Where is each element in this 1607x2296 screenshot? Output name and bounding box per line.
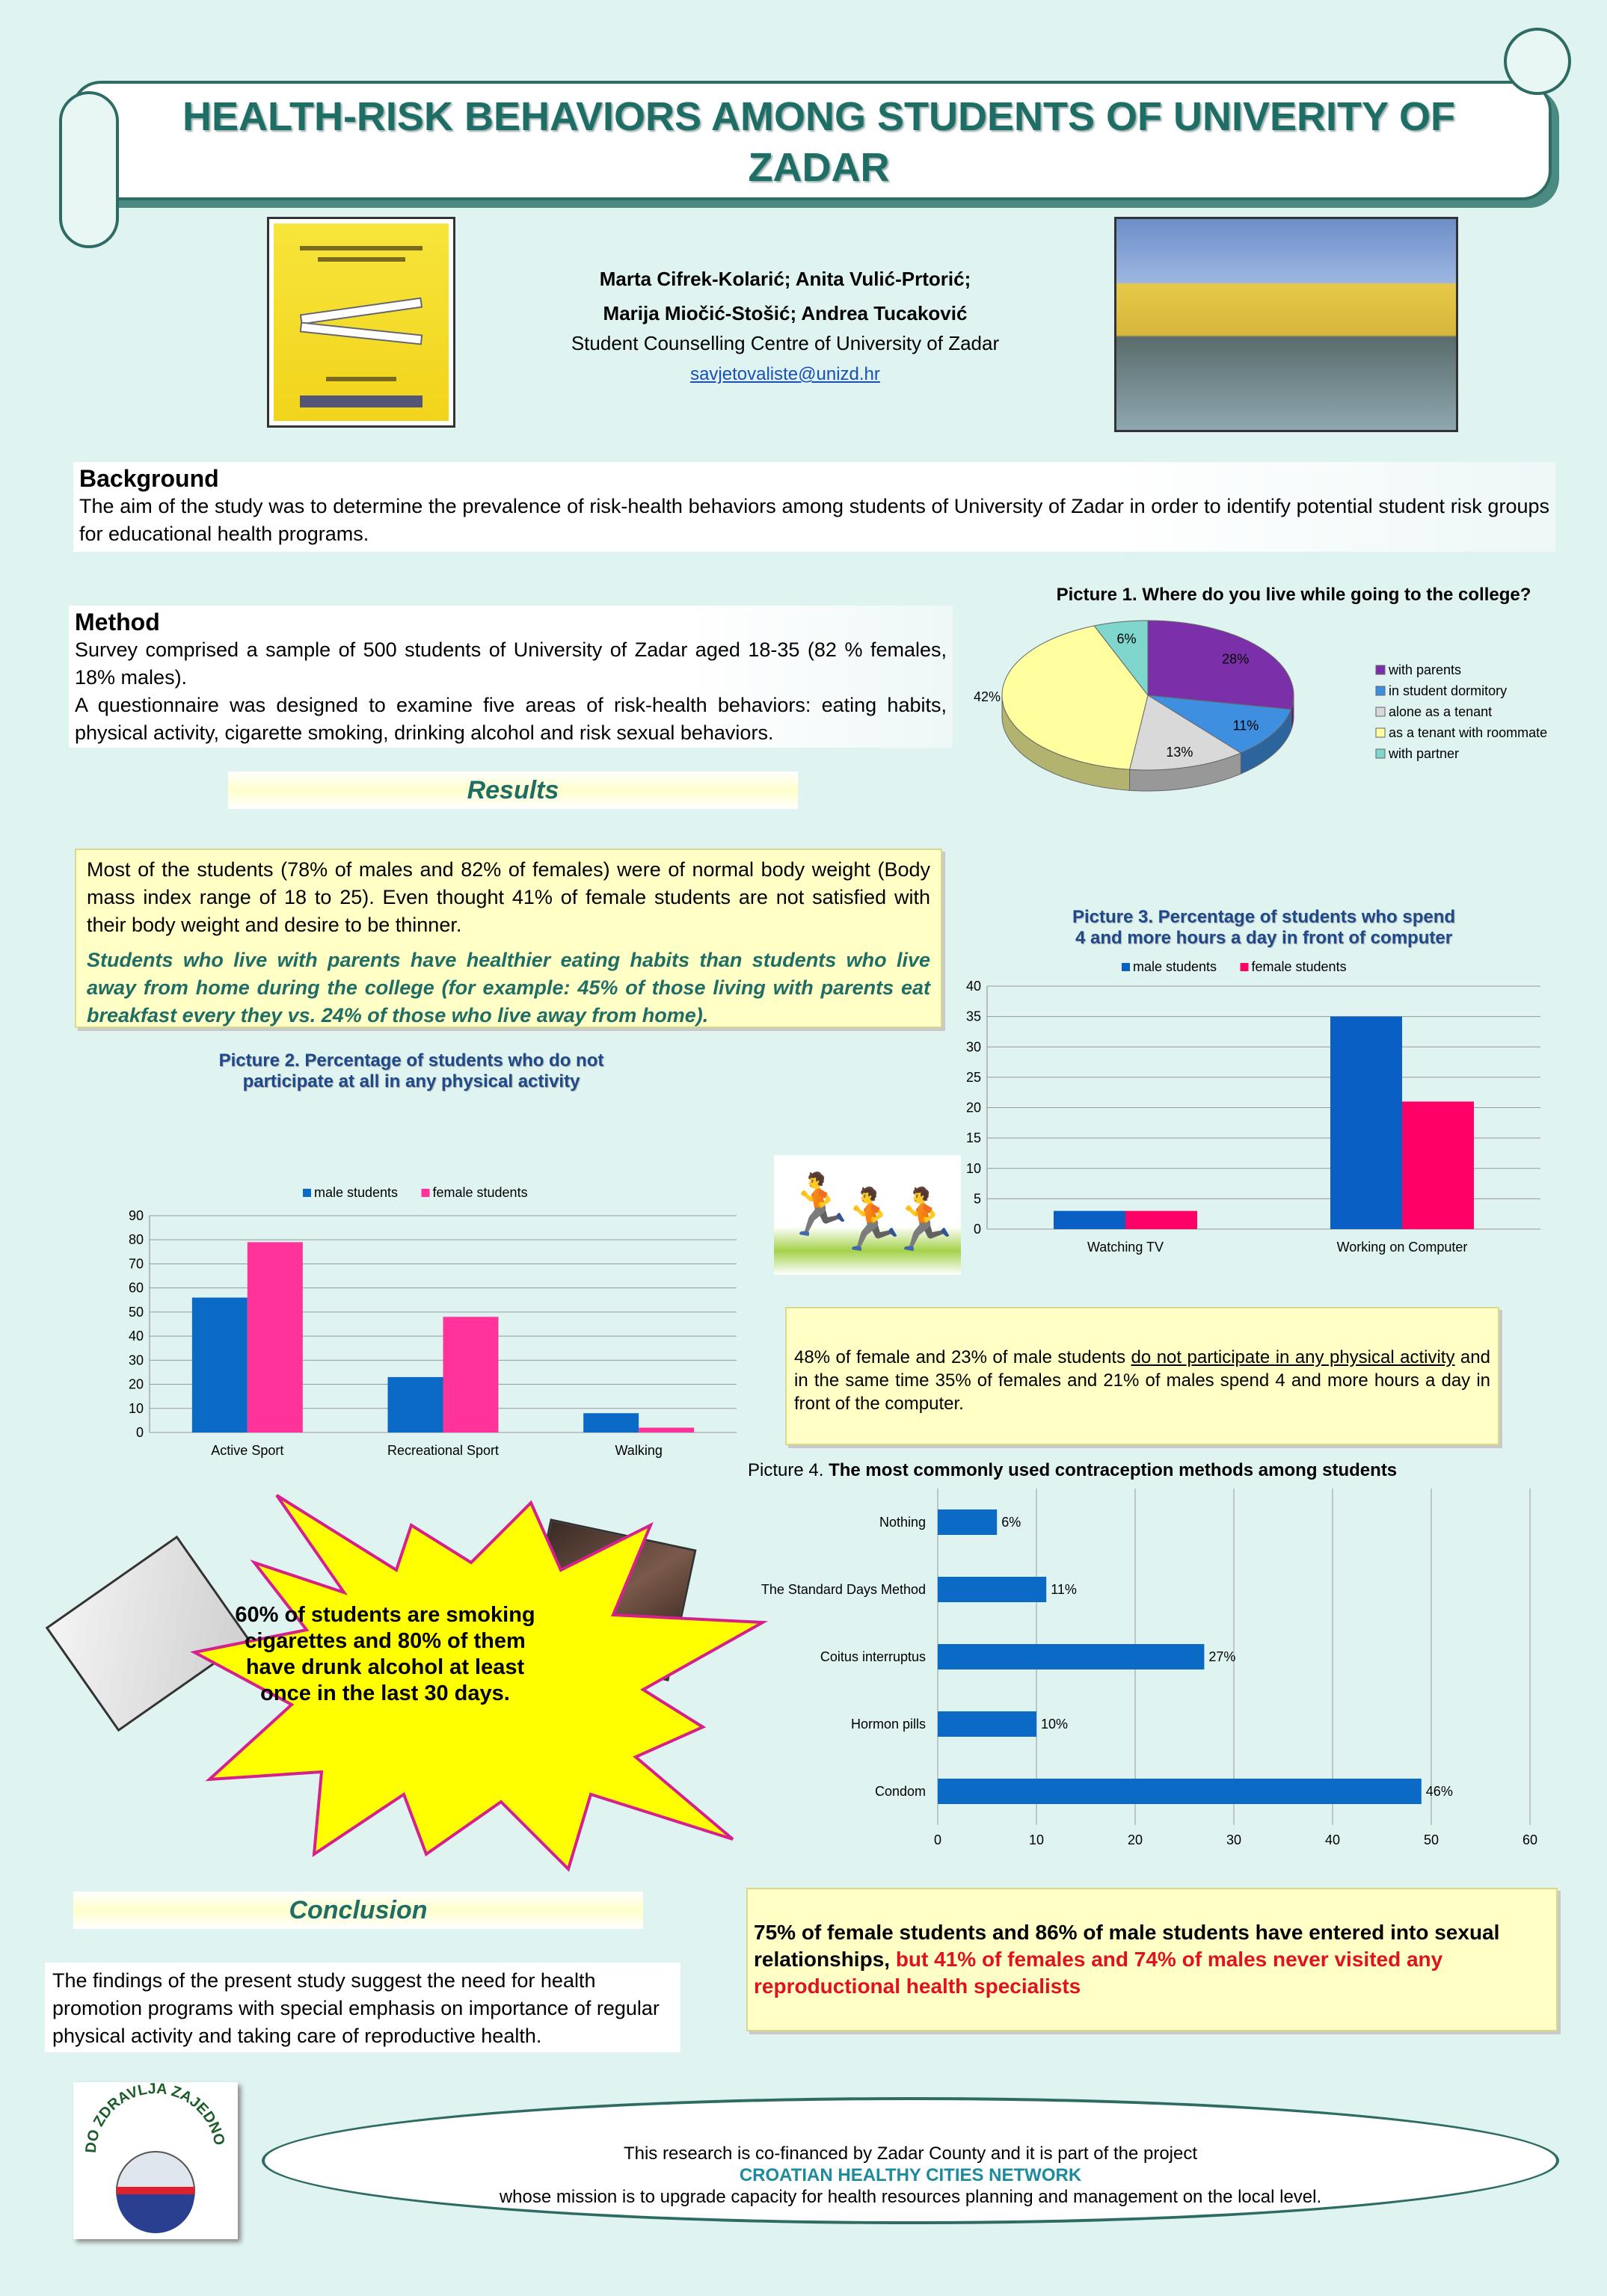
xtick-20: 20 bbox=[1127, 1832, 1143, 1847]
runners-image: 🏃 🏃 🏃 bbox=[774, 1155, 961, 1275]
footer-ellipse bbox=[262, 2097, 1559, 2224]
xtick-10: 10 bbox=[1028, 1832, 1045, 1847]
email-link[interactable]: savjetovaliste@unizd.hr bbox=[690, 364, 880, 384]
footer-line-2: CROATIAN HEALTHY CITIES NETWORK bbox=[739, 2165, 1082, 2185]
xtick-0: 0 bbox=[933, 1832, 942, 1847]
starburst-text: 60% of students are smoking cigarettes and 80% of them have drunk alcohol at least once in the last 30 days. bbox=[235, 1603, 535, 1705]
ycat-Condom: Condom bbox=[874, 1784, 926, 1799]
picture1-title: Where do you live while going to the college? bbox=[1142, 585, 1531, 605]
pie-legend-in-student-dormitory: in student dormitory bbox=[1389, 683, 1508, 698]
pie-legend-as-a-tenant-with-roommate: as a tenant with roommate bbox=[1389, 725, 1548, 740]
pie-legend-swatch-3 bbox=[1376, 728, 1385, 737]
xtick-60: 60 bbox=[1522, 1832, 1538, 1847]
ytick-50: 50 bbox=[128, 1304, 144, 1320]
ytick-40: 40 bbox=[965, 979, 981, 994]
picture3-chart bbox=[965, 907, 1548, 1284]
activity-note-pre: 48% of female and 23% of male students bbox=[794, 1347, 1131, 1367]
picture2-chart bbox=[116, 1050, 752, 1469]
xtick-Watching-TV: Watching TV bbox=[1087, 1240, 1164, 1255]
results-heading: Results bbox=[228, 772, 798, 809]
picture2-title: Picture 2. Percentage of students who do not participate at all in any physical activity bbox=[218, 1050, 604, 1092]
affiliation: Student Counselling Centre of University of Zadar bbox=[571, 332, 1000, 354]
legend-female-students: female students bbox=[432, 1185, 528, 1200]
ycat-Coitus-interruptus: Coitus interruptus bbox=[820, 1649, 926, 1664]
pie-legend-swatch-0 bbox=[1376, 665, 1385, 674]
ytick-60: 60 bbox=[128, 1280, 144, 1296]
xtick-Recreational-Sport: Recreational Sport bbox=[387, 1443, 500, 1458]
picture4-title-prefix: Picture 4. bbox=[748, 1460, 824, 1480]
xtick-30: 30 bbox=[1226, 1832, 1242, 1847]
activity-note bbox=[785, 1307, 1499, 1445]
ytick-25: 25 bbox=[965, 1069, 981, 1085]
ytick-30: 30 bbox=[965, 1039, 981, 1055]
hbar-label-4: 46% bbox=[1425, 1784, 1453, 1799]
activity-note-underlined: do not participate in any physical activity bbox=[1131, 1347, 1455, 1367]
method-heading: Method bbox=[75, 609, 160, 635]
poster-title: HEALTH-RISK BEHAVIORS AMONG STUDENTS OF UNIVERITY OF ZADAR bbox=[182, 94, 1456, 190]
scroll-curl-left bbox=[59, 91, 119, 248]
legend-female-students: female students bbox=[1251, 959, 1347, 974]
sexual-behavior-note bbox=[746, 1888, 1558, 2031]
ycat-Nothing: Nothing bbox=[879, 1515, 926, 1530]
picture4-title: The most commonly used contraception methods among students bbox=[829, 1460, 1398, 1480]
authors-line-1: Marta Cifrek-Kolarić; Anita Vulić-Prtorić; bbox=[599, 268, 971, 290]
conference-poster-image bbox=[267, 217, 455, 428]
xtick-Walking: Walking bbox=[615, 1443, 663, 1458]
picture2-bars bbox=[116, 1092, 752, 1459]
method-section bbox=[69, 606, 953, 748]
ytick-0: 0 bbox=[973, 1222, 981, 1237]
hbar-label-2: 27% bbox=[1208, 1649, 1236, 1664]
results-text-1: Most of the students (78% of males and 82% of females) were of normal body weight (Body mass index range of 18 to 25). Even thought 41% of female students are not satisfied with their body weight and desire to be thinner. bbox=[87, 858, 930, 936]
pie-label-0: 28% bbox=[1222, 651, 1250, 667]
pie-legend-swatch-2 bbox=[1376, 707, 1385, 716]
bar-Watching-TV-male-students bbox=[1054, 1211, 1125, 1229]
sex-note-red: but 41% of females and 74% of males never visited any reproductional health specialists bbox=[754, 1948, 1443, 1998]
healthy-cities-logo bbox=[73, 2082, 238, 2239]
background-section bbox=[73, 462, 1555, 552]
hbar-Coitus-interruptus bbox=[938, 1644, 1204, 1669]
pie-label-3: 42% bbox=[973, 689, 1001, 704]
picture4-chart bbox=[746, 1460, 1576, 1864]
authors-line-2: Marija Miočić-Stošić; Andrea Tucaković bbox=[603, 302, 968, 324]
ycat-The-Standard-Days-Method: The Standard Days Method bbox=[761, 1582, 926, 1597]
pie-label-2: 13% bbox=[1166, 744, 1193, 760]
hbar-label-3: 10% bbox=[1041, 1717, 1069, 1732]
xtick-Working-on-Computer: Working on Computer bbox=[1336, 1240, 1468, 1255]
conclusion-heading: Conclusion bbox=[73, 1892, 643, 1929]
bar-Walking-female-students bbox=[639, 1428, 694, 1432]
ytick-5: 5 bbox=[973, 1191, 981, 1207]
bar-Watching-TV-female-students bbox=[1125, 1211, 1197, 1229]
method-text-1: Survey comprised a sample of 500 students of University of Zadar aged 18-35 (82 % females, 18% males). bbox=[75, 638, 947, 689]
ytick-10: 10 bbox=[128, 1400, 144, 1416]
hbar-The-Standard-Days-Method bbox=[938, 1577, 1046, 1602]
activity-note-post: and in the same time 35% of females and 21% of males spend 4 and more hours a day in front of the computer. bbox=[794, 1347, 1490, 1414]
authors-block bbox=[479, 262, 1092, 392]
ytick-35: 35 bbox=[965, 1009, 981, 1024]
university-photo bbox=[1114, 217, 1458, 432]
hbar-Nothing bbox=[938, 1509, 997, 1535]
picture4-bars bbox=[746, 1481, 1576, 1862]
bar-Recreational-Sport-female-students bbox=[443, 1317, 499, 1432]
legend-swatch-1 bbox=[1241, 963, 1249, 971]
ytick-10: 10 bbox=[965, 1160, 981, 1176]
xtick-50: 50 bbox=[1423, 1832, 1439, 1847]
ytick-0: 0 bbox=[135, 1425, 144, 1440]
results-section bbox=[75, 849, 942, 1028]
sex-note-black: 75% of female students and 86% of male students have entered into sexual relationships, bbox=[754, 1921, 1500, 1971]
legend-swatch-0 bbox=[1122, 963, 1130, 971]
legend-male-students: male students bbox=[1133, 959, 1217, 974]
pie-legend-swatch-4 bbox=[1376, 749, 1385, 758]
scroll-curl-right bbox=[1504, 28, 1571, 95]
hbar-Condom bbox=[938, 1779, 1422, 1804]
picture1-pie bbox=[973, 606, 1589, 807]
picture3-title: Picture 3. Percentage of students who spend 4 and more hours a day in front of computer bbox=[1072, 907, 1456, 948]
hbar-Hormon-pills bbox=[938, 1711, 1036, 1737]
picture3-bars bbox=[965, 949, 1548, 1278]
bar-Active-Sport-male-students bbox=[192, 1298, 248, 1432]
conclusion-text: The findings of the present study suggest the need for health promotion programs with special emphasis on importance of regular physical activity and taking care of reproductive health. bbox=[45, 1963, 680, 2052]
background-heading: Background bbox=[79, 465, 219, 492]
pie-legend-with-parents: with parents bbox=[1389, 662, 1462, 677]
pie-legend-with-partner: with partner bbox=[1389, 746, 1460, 761]
xtick-Active-Sport: Active Sport bbox=[211, 1443, 284, 1458]
bar-Recreational-Sport-male-students bbox=[388, 1377, 443, 1432]
bar-Working-on-Computer-female-students bbox=[1402, 1101, 1474, 1229]
hbar-label-0: 6% bbox=[1001, 1515, 1021, 1530]
logo-text: DO ZDRAVLJA ZAJEDNO bbox=[82, 2082, 228, 2154]
ytick-90: 90 bbox=[128, 1208, 144, 1223]
hbar-label-1: 11% bbox=[1051, 1582, 1077, 1597]
pie-slice-with-parents bbox=[1148, 621, 1294, 710]
ytick-15: 15 bbox=[965, 1130, 981, 1146]
pie-label-1: 11% bbox=[1232, 718, 1259, 733]
bar-Walking-male-students bbox=[583, 1413, 639, 1432]
method-text-2: A questionnaire was designed to examine five areas of risk-health behaviors: eating habits, physical activity, cigarette smoking, drinking alcohol and risk sexual behaviors. bbox=[75, 694, 947, 744]
ytick-40: 40 bbox=[128, 1329, 144, 1344]
picture1-chart bbox=[973, 585, 1589, 809]
ytick-80: 80 bbox=[128, 1232, 144, 1248]
legend-swatch-1 bbox=[422, 1189, 430, 1197]
results-text-2: Students who live with parents have healthier eating habits than students who live away from home during the college (for example: 45% of those living with parents eat breakfast every they vs. 24% of those who live away from home). bbox=[87, 949, 930, 1027]
bar-Working-on-Computer-male-students bbox=[1330, 1017, 1402, 1229]
legend-swatch-0 bbox=[303, 1189, 311, 1197]
footer-line-3: whose mission is to upgrade capacity for health resources planning and management on the local level. bbox=[499, 2187, 1322, 2207]
legend-male-students: male students bbox=[314, 1185, 399, 1200]
background-text: The aim of the study was to determine the prevalence of risk-health behaviors among students of University of Zadar in order to identify potential student risk groups for educational health programs. bbox=[79, 495, 1549, 545]
bar-Active-Sport-female-students bbox=[248, 1242, 303, 1432]
pie-legend-alone-as-a-tenant: alone as a tenant bbox=[1389, 704, 1493, 719]
pie-legend-swatch-1 bbox=[1376, 686, 1385, 695]
xtick-40: 40 bbox=[1324, 1832, 1341, 1847]
pie-label-4: 6% bbox=[1116, 631, 1137, 647]
picture1-title-prefix: Picture 1. bbox=[1056, 585, 1137, 605]
ytick-20: 20 bbox=[965, 1100, 981, 1115]
ycat-Hormon-pills: Hormon pills bbox=[850, 1717, 926, 1732]
ytick-20: 20 bbox=[128, 1376, 144, 1392]
footer-line-1: This research is co-financed by Zadar County and it is part of the project bbox=[623, 2143, 1198, 2164]
ytick-30: 30 bbox=[128, 1352, 144, 1368]
ytick-70: 70 bbox=[128, 1256, 144, 1272]
title-banner bbox=[71, 81, 1552, 200]
